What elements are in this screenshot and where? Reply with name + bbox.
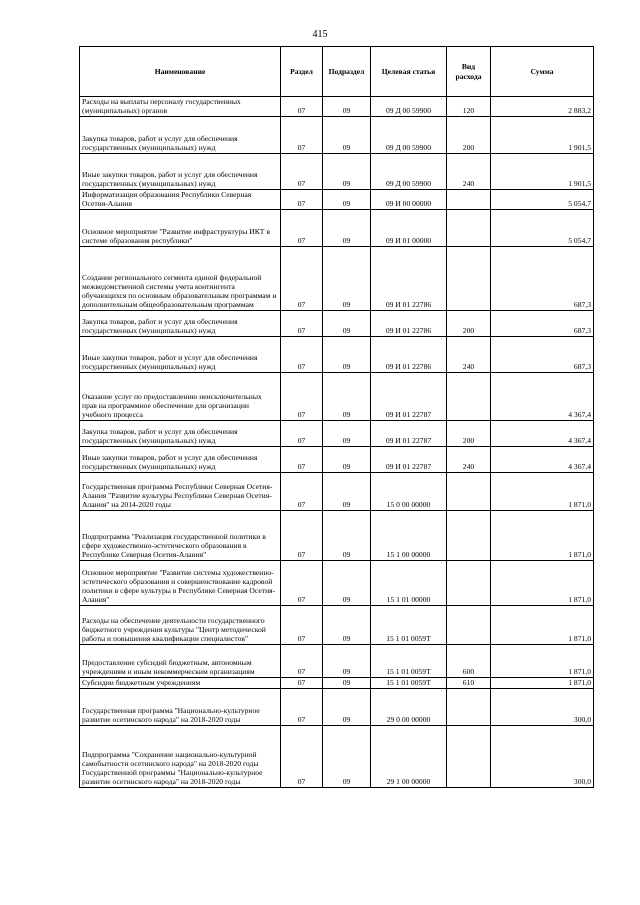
row-amount: 1 901,5 [491, 116, 594, 153]
row-subsection: 09 [323, 420, 371, 446]
row-section: 07 [281, 336, 323, 372]
table-row [80, 605, 594, 644]
row-name: Основное мероприятие "Развитие системы художественно-эстетического образования и совершенствование кадровой политики в сфере культуры в Республике Северная Осетия-Алания" [80, 560, 281, 605]
row-target: 15 1 01 0059Т [371, 677, 447, 688]
row-name: Государственная программа "Национально-культурное развитие осетинского народа" на 2018-2020 годы [80, 688, 281, 725]
row-section: 07 [281, 116, 323, 153]
header-name: Наименование [80, 47, 281, 97]
table-row [80, 153, 594, 189]
row-target: 15 1 01 0059Т [371, 644, 447, 677]
table-header-row [80, 47, 594, 97]
row-target: 09 И 01 22786 [371, 310, 447, 336]
row-amount: 1 871,0 [491, 510, 594, 560]
row-section: 07 [281, 510, 323, 560]
table-row [80, 644, 594, 677]
row-type: 200 [447, 116, 491, 153]
table-row [80, 97, 594, 117]
row-name: Расходы на обеспечение деятельности государственного бюджетного учреждения культуры "Центр методической работы и повышения квалификации специалистов" [80, 605, 281, 644]
row-name: Закупка товаров, работ и услуг для обеспечения государственных (муниципальных) нужд [80, 310, 281, 336]
row-section: 07 [281, 372, 323, 420]
header-subsection: Подраздел [323, 47, 371, 97]
row-amount: 5 054,7 [491, 209, 594, 246]
row-name: Государственная программа Республики Северная Осетия-Алания "Развитие культуры Республики Северная Осетия-Алания" на 2014-2020 годы [80, 472, 281, 510]
row-type: 240 [447, 336, 491, 372]
row-type: 600 [447, 644, 491, 677]
row-target: 09 И 01 22786 [371, 246, 447, 310]
header-target: Целевая статья [371, 47, 447, 97]
row-type [447, 209, 491, 246]
row-subsection: 09 [323, 725, 371, 787]
row-amount: 1 871,0 [491, 472, 594, 510]
page-number: 415 [312, 29, 328, 40]
row-amount: 1 871,0 [491, 644, 594, 677]
row-type: 240 [447, 153, 491, 189]
table-row [80, 677, 594, 688]
row-name: Подпрограмма "Реализация государственной политики в сфере художественно-эстетического образования в Республике Северная Осетия-Алания" [80, 510, 281, 560]
row-target: 09 И 01 22786 [371, 336, 447, 372]
row-target: 09 Д 00 59900 [371, 116, 447, 153]
row-type: 200 [447, 420, 491, 446]
row-amount: 1 871,0 [491, 677, 594, 688]
row-section: 07 [281, 560, 323, 605]
row-subsection: 09 [323, 644, 371, 677]
table-row [80, 560, 594, 605]
row-subsection: 09 [323, 472, 371, 510]
row-amount: 2 883,2 [491, 97, 594, 117]
row-name: Информатизация образования Республики Северная Осетия-Алания [80, 189, 281, 209]
row-type: 120 [447, 97, 491, 117]
row-type: 200 [447, 310, 491, 336]
row-amount: 687,3 [491, 336, 594, 372]
header-section: Раздел [281, 47, 323, 97]
row-amount: 1 871,0 [491, 605, 594, 644]
row-amount: 300,0 [491, 725, 594, 787]
table-row [80, 310, 594, 336]
row-target: 29 1 00 00000 [371, 725, 447, 787]
header-type: Вид расхода [447, 47, 491, 97]
row-type [447, 246, 491, 310]
row-section: 07 [281, 153, 323, 189]
row-subsection: 09 [323, 560, 371, 605]
row-type [447, 688, 491, 725]
header-amount: Сумма [491, 47, 594, 97]
row-type [447, 560, 491, 605]
row-target: 09 И 01 22787 [371, 372, 447, 420]
row-target: 09 И 00 00000 [371, 189, 447, 209]
row-type: 610 [447, 677, 491, 688]
table-row [80, 116, 594, 153]
table-row [80, 420, 594, 446]
row-name: Расходы на выплаты персоналу государственных (муниципальных) органов [80, 97, 281, 117]
table-row [80, 209, 594, 246]
row-type [447, 605, 491, 644]
row-type [447, 510, 491, 560]
row-name: Иные закупки товаров, работ и услуг для обеспечения государственных (муниципальных) нужд [80, 153, 281, 189]
row-amount: 5 054,7 [491, 189, 594, 209]
row-subsection: 09 [323, 189, 371, 209]
row-subsection: 09 [323, 446, 371, 472]
row-type [447, 725, 491, 787]
row-target: 15 1 00 00000 [371, 510, 447, 560]
row-target: 09 Д 00 59900 [371, 153, 447, 189]
row-subsection: 09 [323, 116, 371, 153]
row-type [447, 189, 491, 209]
row-amount: 300,0 [491, 688, 594, 725]
row-section: 07 [281, 310, 323, 336]
row-section: 07 [281, 97, 323, 117]
row-section: 07 [281, 420, 323, 446]
table-row [80, 189, 594, 209]
row-name: Предоставление субсидий бюджетным, автономным учреждениям и иным некоммерческим организациям [80, 644, 281, 677]
table-row [80, 472, 594, 510]
row-type: 240 [447, 446, 491, 472]
table-row [80, 446, 594, 472]
row-subsection: 09 [323, 310, 371, 336]
row-section: 07 [281, 725, 323, 787]
row-section: 07 [281, 644, 323, 677]
row-target: 15 1 01 0059Т [371, 605, 447, 644]
row-subsection: 09 [323, 246, 371, 310]
row-section: 07 [281, 209, 323, 246]
row-name: Создание регионального сегмента единой федеральной межведомственной системы учета контингента обучающихся по основным образовательным программам и дополнительным общеобразовательным программам [80, 246, 281, 310]
row-subsection: 09 [323, 97, 371, 117]
row-subsection: 09 [323, 153, 371, 189]
table-row [80, 372, 594, 420]
row-section: 07 [281, 677, 323, 688]
row-subsection: 09 [323, 688, 371, 725]
row-amount: 4 367,4 [491, 420, 594, 446]
row-name: Закупка товаров, работ и услуг для обеспечения государственных (муниципальных) нужд [80, 420, 281, 446]
row-type [447, 372, 491, 420]
row-section: 07 [281, 446, 323, 472]
row-section: 07 [281, 189, 323, 209]
table-row [80, 246, 594, 310]
row-amount: 1 871,0 [491, 560, 594, 605]
row-amount: 4 367,4 [491, 446, 594, 472]
row-name: Основное мероприятие "Развитие инфраструктуры ИКТ в системе образования республики" [80, 209, 281, 246]
row-section: 07 [281, 688, 323, 725]
row-subsection: 09 [323, 677, 371, 688]
row-name: Подпрограмма "Сохранение национально-культурной самобытности осетинского народа" на 2018-2020 годы Государственной программы "Национально-культурное развитие осетинского народа" на 2018-2020 годы [80, 725, 281, 787]
row-target: 29 0 00 00000 [371, 688, 447, 725]
row-amount: 4 367,4 [491, 372, 594, 420]
row-target: 09 И 01 22787 [371, 420, 447, 446]
row-section: 07 [281, 605, 323, 644]
row-name: Иные закупки товаров, работ и услуг для обеспечения государственных (муниципальных) нужд [80, 336, 281, 372]
row-subsection: 09 [323, 510, 371, 560]
row-subsection: 09 [323, 605, 371, 644]
row-name: Субсидии бюджетным учреждениям [80, 677, 281, 688]
row-target: 15 1 01 00000 [371, 560, 447, 605]
row-section: 07 [281, 472, 323, 510]
row-amount: 1 901,5 [491, 153, 594, 189]
row-subsection: 09 [323, 372, 371, 420]
row-target: 09 И 01 00000 [371, 209, 447, 246]
row-target: 15 0 00 00000 [371, 472, 447, 510]
table-body [80, 97, 594, 788]
row-name: Иные закупки товаров, работ и услуг для обеспечения государственных (муниципальных) нужд [80, 446, 281, 472]
row-section: 07 [281, 246, 323, 310]
table-row [80, 336, 594, 372]
row-subsection: 09 [323, 336, 371, 372]
row-name: Оказание услуг по предоставлению неисключительных прав на программное обеспечение для организации учебного процесса [80, 372, 281, 420]
table-row [80, 688, 594, 725]
row-amount: 687,3 [491, 246, 594, 310]
table-row [80, 510, 594, 560]
row-type [447, 472, 491, 510]
table-row [80, 725, 594, 787]
budget-table [79, 46, 594, 788]
row-subsection: 09 [323, 209, 371, 246]
row-amount: 687,3 [491, 310, 594, 336]
row-target: 09 И 01 22787 [371, 446, 447, 472]
row-target: 09 Д 00 59900 [371, 97, 447, 117]
row-name: Закупка товаров, работ и услуг для обеспечения государственных (муниципальных) нужд [80, 116, 281, 153]
